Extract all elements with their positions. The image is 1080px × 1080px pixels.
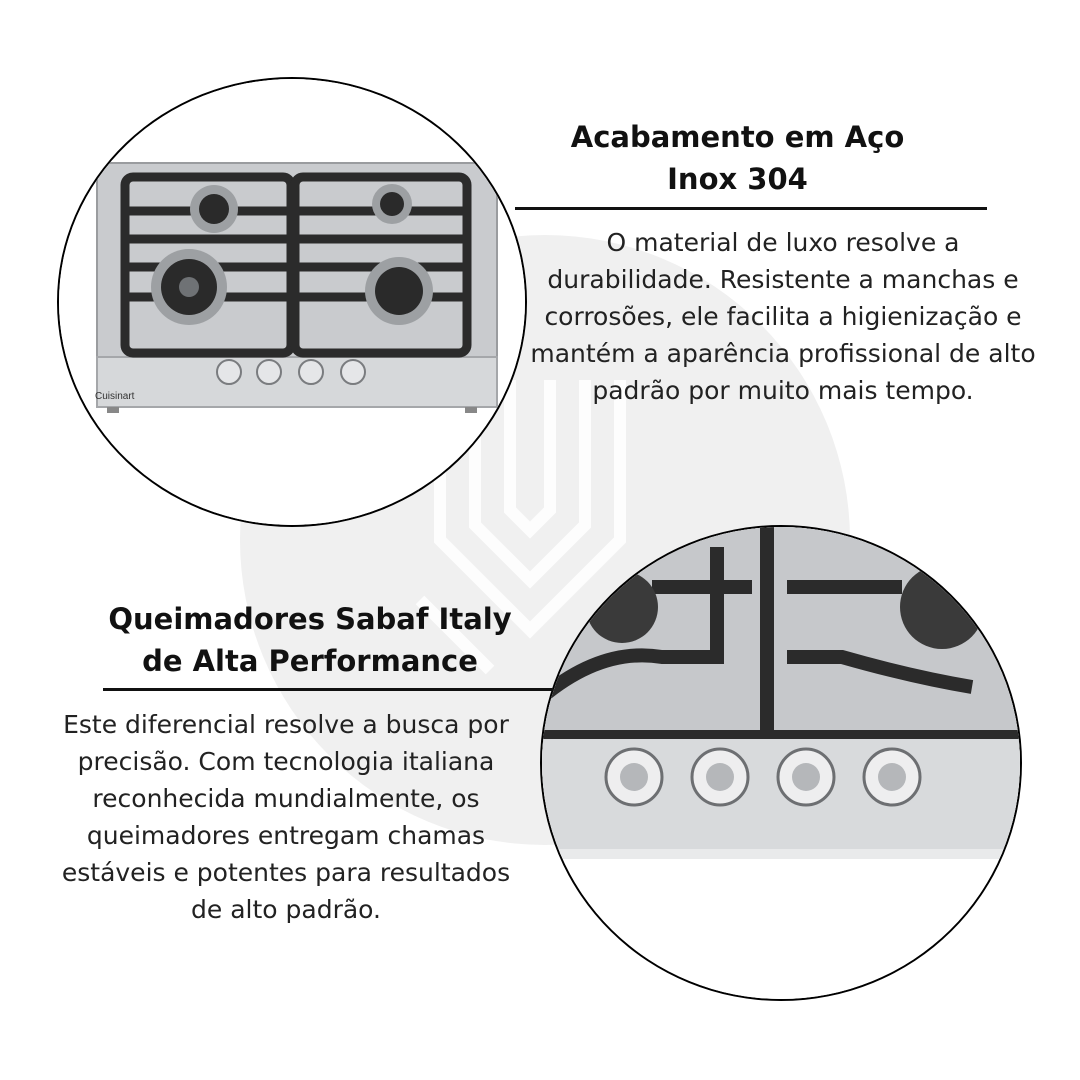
section-1-heading: Acabamento em Aço Inox 304 [570,120,905,196]
knobs-photo-circle [540,525,1022,1001]
knobs-closeup-image [542,527,1020,999]
section-1-body: O material de luxo resolve a durabilidade. Resistente a manchas e corrosões, ele facilita a higienização e mantém a aparência profissional de alto padrão por muito mais tempo. [530,228,1036,405]
brand-label: Cuisinart [95,391,135,402]
section-2-divider [103,688,553,691]
section-2-heading: Queimadores Sabaf Italy de Alta Performance [108,602,512,678]
section-1-divider [515,207,987,210]
cooktop-photo-circle [57,77,527,527]
section-2-body: Este diferencial resolve a busca por precisão. Com tecnologia italiana reconhecida mundialmente, os queimadores entregam chamas estáveis e potentes para resultados de alto padrão. [61,710,511,924]
cooktop-image [59,79,525,525]
